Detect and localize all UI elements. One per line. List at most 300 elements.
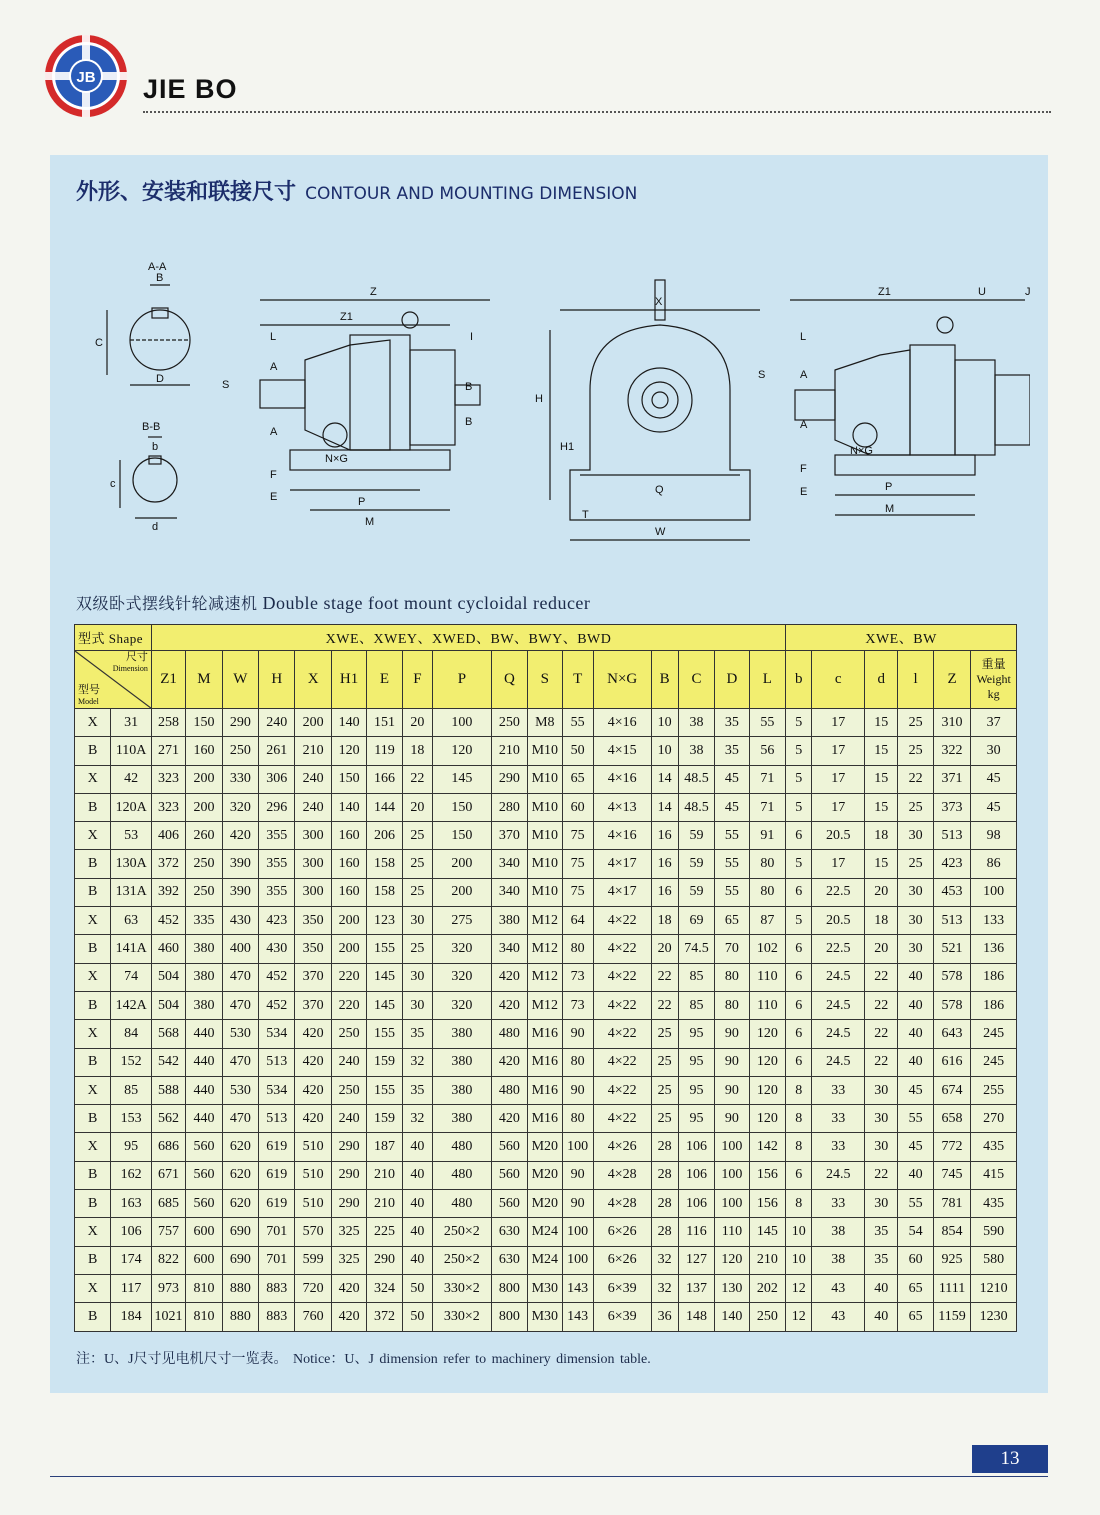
cell-value: 430 [222, 907, 258, 935]
dimension-table [74, 624, 1017, 1332]
cell-value: 423 [259, 907, 295, 935]
cell-value: 35 [402, 1020, 432, 1048]
cell-value: 210 [749, 1246, 786, 1274]
cell-value: 570 [295, 1218, 331, 1246]
cell-value: 245 [971, 1048, 1017, 1076]
cell-value: 119 [367, 737, 402, 765]
table-row [75, 935, 1017, 963]
cell-value: 25 [898, 793, 933, 821]
cell-value: 390 [222, 878, 258, 906]
column-header: X [295, 651, 331, 709]
label-z1: Z1 [340, 311, 353, 323]
cell-value: M20 [528, 1190, 562, 1218]
table-row [75, 991, 1017, 1019]
column-header: H1 [331, 651, 366, 709]
cell-value: 4×22 [593, 1076, 651, 1104]
cell-value: 50 [562, 737, 593, 765]
label-motor-f: F [800, 463, 807, 475]
cell-model: 31 [111, 709, 151, 737]
cell-value: 145 [749, 1218, 786, 1246]
cell-value: 22 [865, 991, 898, 1019]
cell-value: 150 [186, 709, 222, 737]
cell-value: 560 [186, 1190, 222, 1218]
cell-value: 30 [865, 1076, 898, 1104]
cell-value: 16 [651, 878, 678, 906]
column-header: E [367, 651, 402, 709]
cell-value: 619 [259, 1190, 295, 1218]
section-title [76, 175, 637, 206]
cell-value: 24.5 [812, 963, 865, 991]
cell-value: 120 [749, 1048, 786, 1076]
section-title-en: CONTOUR AND MOUNTING DIMENSION [305, 184, 638, 204]
cell-value: 320 [433, 963, 492, 991]
cell-value: 690 [222, 1246, 258, 1274]
cell-value: 32 [402, 1105, 432, 1133]
cell-value: 186 [971, 991, 1017, 1019]
cell-value: 210 [367, 1190, 402, 1218]
cell-value: 250 [749, 1303, 786, 1331]
table-row [75, 907, 1017, 935]
cell-value: M24 [528, 1246, 562, 1274]
cell-value: 143 [562, 1303, 593, 1331]
table-row [75, 1020, 1017, 1048]
cell-value: 880 [222, 1274, 258, 1302]
cell-value: 4×28 [593, 1161, 651, 1189]
cell-value: 43 [812, 1303, 865, 1331]
cell-value: 55 [562, 709, 593, 737]
cell-value: 1230 [971, 1303, 1017, 1331]
cell-value: 10 [651, 737, 678, 765]
cell-value: 40 [402, 1246, 432, 1274]
content-panel [50, 155, 1048, 1393]
label-i: I [470, 331, 474, 343]
cell-value: 380 [186, 991, 222, 1019]
cell-value: 260 [186, 822, 222, 850]
cell-value: 127 [678, 1246, 714, 1274]
cell-value: 8 [786, 1105, 812, 1133]
cell-value: 25 [402, 822, 432, 850]
cell-value: 225 [367, 1218, 402, 1246]
cell-model: 106 [111, 1218, 151, 1246]
cell-value: 155 [367, 935, 402, 963]
cell-value: 760 [295, 1303, 331, 1331]
cell-value: 15 [865, 850, 898, 878]
cell-value: 560 [491, 1133, 527, 1161]
cell-value: 420 [331, 1303, 366, 1331]
label-s: S [222, 379, 230, 391]
label-a1: A [270, 361, 278, 373]
cell-value: 296 [259, 793, 295, 821]
label-x: X [655, 296, 663, 308]
cell-value: 599 [295, 1246, 331, 1274]
cell-value: 560 [491, 1161, 527, 1189]
cell-value: 4×22 [593, 963, 651, 991]
cell-value: 80 [562, 1048, 593, 1076]
cell-value: 65 [562, 765, 593, 793]
cell-value: 578 [933, 991, 970, 1019]
cell-value: 140 [331, 793, 366, 821]
cell-value: 440 [186, 1076, 222, 1104]
cell-value: 159 [367, 1105, 402, 1133]
cell-value: 20 [865, 878, 898, 906]
cell-value: 20.5 [812, 822, 865, 850]
cell-value: 45 [971, 793, 1017, 821]
cell-value: 530 [222, 1076, 258, 1104]
cell-value: 370 [491, 822, 527, 850]
cell-value: 120 [331, 737, 366, 765]
cell-value: 588 [151, 1076, 185, 1104]
cell-value: 25 [402, 850, 432, 878]
cell-value: 90 [562, 1161, 593, 1189]
cell-value: 155 [367, 1020, 402, 1048]
cell-value: 73 [562, 963, 593, 991]
cell-model: 117 [111, 1274, 151, 1302]
cell-value: 98 [971, 822, 1017, 850]
column-header: c [812, 651, 865, 709]
cell-value: 80 [562, 935, 593, 963]
weight-header-part: Weight [976, 672, 1011, 686]
cell-value: 5 [786, 737, 812, 765]
cell-shape: B [75, 1161, 111, 1189]
cell-value: 95 [678, 1048, 714, 1076]
cell-value: 110 [715, 1218, 749, 1246]
cell-value: 25 [402, 935, 432, 963]
table-row [75, 1105, 1017, 1133]
cell-value: 35 [865, 1246, 898, 1274]
cell-model: 85 [111, 1076, 151, 1104]
cell-shape: X [75, 1274, 111, 1302]
label-motor-j: J [1025, 286, 1030, 298]
cell-value: 4×22 [593, 1048, 651, 1076]
label-motor-z1: Z1 [878, 286, 891, 298]
table-row [75, 1274, 1017, 1302]
cell-value: 630 [491, 1246, 527, 1274]
table-row [75, 1190, 1017, 1218]
cell-value: 25 [898, 709, 933, 737]
cell-value: 480 [433, 1133, 492, 1161]
cell-value: 200 [186, 765, 222, 793]
cell-value: 22 [651, 963, 678, 991]
label-h: H [535, 393, 543, 405]
label-motor-a1: A [800, 369, 808, 381]
cell-value: 630 [491, 1218, 527, 1246]
cell-value: 156 [749, 1190, 786, 1218]
cell-value: 30 [898, 822, 933, 850]
cell-value: 80 [749, 850, 786, 878]
column-header: d [865, 651, 898, 709]
cell-value: 86 [971, 850, 1017, 878]
cell-value: 160 [331, 850, 366, 878]
cell-value: 55 [715, 822, 749, 850]
cell-value: 880 [222, 1303, 258, 1331]
cell-value: 40 [898, 991, 933, 1019]
cell-value: 290 [222, 709, 258, 737]
cell-model: 174 [111, 1246, 151, 1274]
cell-value: 10 [786, 1246, 812, 1274]
column-header: b [786, 651, 812, 709]
cell-value: 22 [651, 991, 678, 1019]
cell-value: 240 [259, 709, 295, 737]
cell-value: 420 [491, 1048, 527, 1076]
cell-value: 4×17 [593, 878, 651, 906]
cell-value: 6 [786, 822, 812, 850]
cell-value: 521 [933, 935, 970, 963]
column-header: T [562, 651, 593, 709]
cell-value: 90 [715, 1076, 749, 1104]
cell-value: 470 [222, 991, 258, 1019]
cell-value: 306 [259, 765, 295, 793]
cell-value: 160 [331, 822, 366, 850]
cell-value: 35 [715, 737, 749, 765]
cell-shape: X [75, 1020, 111, 1048]
cell-value: 1210 [971, 1274, 1017, 1302]
cell-value: 90 [562, 1190, 593, 1218]
table-body [75, 709, 1017, 1332]
cell-value: 423 [933, 850, 970, 878]
cell-value: 600 [186, 1246, 222, 1274]
cell-value: 33 [812, 1105, 865, 1133]
cell-value: 350 [295, 907, 331, 935]
cell-value: 619 [259, 1161, 295, 1189]
cell-value: 65 [715, 907, 749, 935]
label-motor-a2: A [800, 419, 808, 431]
cell-value: 22.5 [812, 878, 865, 906]
label-b2: B [465, 416, 473, 428]
cell-value: 560 [491, 1190, 527, 1218]
cell-value: 290 [331, 1133, 366, 1161]
footer-divider [50, 1476, 1048, 1477]
cell-value: 38 [678, 737, 714, 765]
cell-value: 100 [715, 1133, 749, 1161]
label-motor-m: M [885, 503, 895, 515]
cell-value: 275 [433, 907, 492, 935]
cell-value: 120 [715, 1246, 749, 1274]
cell-value: 32 [651, 1274, 678, 1302]
cell-value: 320 [433, 935, 492, 963]
cell-value: 85 [678, 963, 714, 991]
cell-value: 340 [491, 878, 527, 906]
cell-value: 59 [678, 878, 714, 906]
dimension-model-diagonal-header [75, 651, 152, 709]
cell-value: 250 [331, 1076, 366, 1104]
cell-value: 5 [786, 709, 812, 737]
cell-value: 35 [715, 709, 749, 737]
cell-value: 6×26 [593, 1218, 651, 1246]
label-shaft-b: B [156, 272, 164, 284]
cell-value: 133 [971, 907, 1017, 935]
cell-value: 80 [715, 991, 749, 1019]
cell-value: 145 [367, 963, 402, 991]
cell-value: 420 [295, 1105, 331, 1133]
cell-value: 4×26 [593, 1133, 651, 1161]
cell-value: 534 [259, 1020, 295, 1048]
section-title-cn: 外形、安装和联接尺寸 [76, 180, 297, 205]
cell-value: 142 [749, 1133, 786, 1161]
cell-value: 28 [651, 1133, 678, 1161]
cell-value: 255 [971, 1076, 1017, 1104]
cell-value: 40 [402, 1161, 432, 1189]
cell-value: 48.5 [678, 765, 714, 793]
label-bb: B-B [142, 421, 161, 433]
cell-model: 95 [111, 1133, 151, 1161]
footnote: 注：U、J尺寸见电机尺寸一览表。 Notice：U、J dimension refer to machinery dimension table. [76, 1352, 651, 1367]
cell-value: 510 [295, 1190, 331, 1218]
cell-value: 781 [933, 1190, 970, 1218]
cell-value: 10 [786, 1218, 812, 1246]
cell-value: 75 [562, 822, 593, 850]
cell-value: 420 [295, 1020, 331, 1048]
column-header: B [651, 651, 678, 709]
cell-value: M12 [528, 963, 562, 991]
cell-value: 5 [786, 850, 812, 878]
cell-model: 131A [111, 878, 151, 906]
cell-value: 40 [898, 1020, 933, 1048]
cell-value: 350 [295, 935, 331, 963]
cell-value: 8 [786, 1190, 812, 1218]
cell-value: 480 [433, 1190, 492, 1218]
column-header: P [433, 651, 492, 709]
diag-bottom-cn: 型号 [78, 684, 100, 696]
cell-value: 24.5 [812, 1048, 865, 1076]
subtitle-cn: 双级卧式摆线针轮减速机 [76, 594, 258, 613]
label-key-d: d [152, 521, 159, 533]
cell-value: 380 [433, 1105, 492, 1133]
column-header: M [186, 651, 222, 709]
cell-value: 6 [786, 1161, 812, 1189]
cell-value: 6 [786, 963, 812, 991]
cell-value: 45 [898, 1133, 933, 1161]
cell-value: 320 [222, 793, 258, 821]
cell-value: 75 [562, 850, 593, 878]
cell-value: 323 [151, 765, 185, 793]
label-shaft-c: C [95, 337, 103, 349]
cell-value: 6 [786, 935, 812, 963]
cell-value: 6×26 [593, 1246, 651, 1274]
cell-value: 772 [933, 1133, 970, 1161]
cell-value: 30 [971, 737, 1017, 765]
label-l: L [270, 331, 277, 343]
cell-value: 120 [749, 1076, 786, 1104]
label-t: T [582, 509, 589, 521]
cell-value: 110 [749, 991, 786, 1019]
cell-value: 90 [562, 1020, 593, 1048]
cell-value: 25 [651, 1048, 678, 1076]
cell-value: 24.5 [812, 1020, 865, 1048]
cell-value: 120 [749, 1020, 786, 1048]
cell-value: 90 [715, 1048, 749, 1076]
cell-value: 4×15 [593, 737, 651, 765]
cell-value: 158 [367, 878, 402, 906]
cell-value: 55 [715, 850, 749, 878]
cell-value: 28 [651, 1161, 678, 1189]
cell-value: 6 [786, 1048, 812, 1076]
cell-value: M16 [528, 1076, 562, 1104]
label-e: E [270, 491, 278, 503]
cell-value: 240 [331, 1105, 366, 1133]
cell-value: 30 [898, 935, 933, 963]
cell-value: 25 [898, 737, 933, 765]
cell-value: 158 [367, 850, 402, 878]
cell-value: 435 [971, 1190, 1017, 1218]
cell-value: 200 [433, 850, 492, 878]
cell-value: 335 [186, 907, 222, 935]
group-label-2: XWE、BW [786, 625, 1017, 651]
cell-value: 40 [402, 1133, 432, 1161]
label-z: Z [370, 286, 377, 298]
cell-shape: B [75, 850, 111, 878]
cell-value: 90 [562, 1076, 593, 1104]
cell-value: 71 [749, 793, 786, 821]
cell-value: 380 [186, 935, 222, 963]
cell-value: 330×2 [433, 1303, 492, 1331]
cell-value: 590 [971, 1218, 1017, 1246]
cell-value: 65 [898, 1274, 933, 1302]
cell-value: 22 [865, 1020, 898, 1048]
table-row [75, 1161, 1017, 1189]
cell-shape: B [75, 935, 111, 963]
shape-label: 型式 Shape [75, 625, 152, 651]
column-header: D [715, 651, 749, 709]
cell-value: 440 [186, 1105, 222, 1133]
cell-value: 30 [402, 991, 432, 1019]
cell-value: 745 [933, 1161, 970, 1189]
label-b1: B [465, 381, 473, 393]
weight-header-part: kg [987, 687, 1000, 701]
cell-value: 20 [865, 935, 898, 963]
cell-value: 16 [651, 822, 678, 850]
cell-value: 22 [898, 765, 933, 793]
cell-value: 701 [259, 1218, 295, 1246]
cell-value: 452 [259, 991, 295, 1019]
table-row [75, 1303, 1017, 1331]
cell-value: 6 [786, 991, 812, 1019]
cell-value: 18 [865, 907, 898, 935]
header-divider [143, 111, 1051, 113]
cell-value: 20.5 [812, 907, 865, 935]
cell-value: 220 [331, 991, 366, 1019]
cell-value: 290 [331, 1161, 366, 1189]
cell-value: 30 [402, 907, 432, 935]
cell-value: 373 [933, 793, 970, 821]
cell-value: 90 [715, 1020, 749, 1048]
cell-model: 63 [111, 907, 151, 935]
cell-value: 206 [367, 822, 402, 850]
cell-value: 470 [222, 963, 258, 991]
cell-value: 90 [715, 1105, 749, 1133]
cell-shape: B [75, 1105, 111, 1133]
cell-value: 453 [933, 878, 970, 906]
cell-value: M30 [528, 1274, 562, 1302]
cell-value: 123 [367, 907, 402, 935]
cell-value: 560 [186, 1161, 222, 1189]
cell-model: 141A [111, 935, 151, 963]
cell-shape: X [75, 765, 111, 793]
cell-value: 30 [865, 1190, 898, 1218]
cell-value: 504 [151, 991, 185, 1019]
cell-value: 60 [898, 1246, 933, 1274]
cell-value: 14 [651, 765, 678, 793]
table-row [75, 1246, 1017, 1274]
cell-value: 616 [933, 1048, 970, 1076]
column-header: N×G [593, 651, 651, 709]
cell-value: 140 [331, 709, 366, 737]
cell-value: 40 [865, 1274, 898, 1302]
cell-value: M10 [528, 878, 562, 906]
cell-value: 420 [295, 1076, 331, 1104]
cell-value: 470 [222, 1105, 258, 1133]
cell-value: 671 [151, 1161, 185, 1189]
cell-value: 370 [295, 963, 331, 991]
